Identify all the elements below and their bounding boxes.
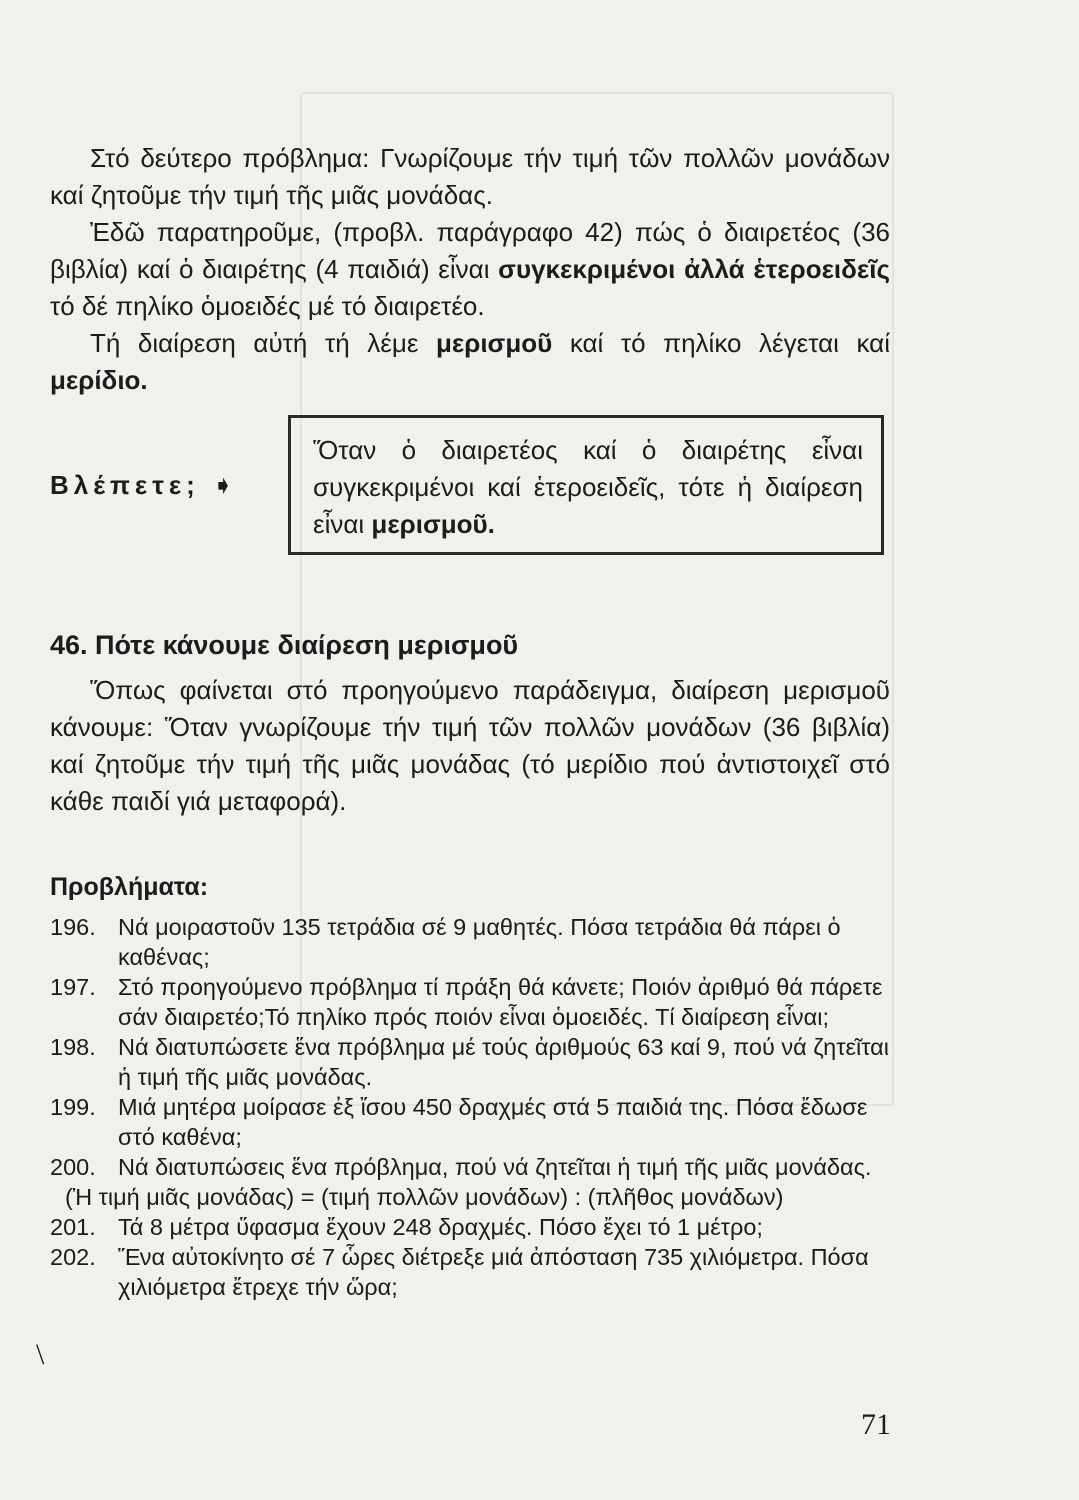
page-number: 71 (861, 1408, 891, 1441)
problem-item: 202. Ἕνα αὐτοκίνητο σέ 7 ὧρες διέτρεξε μιά ἀπόσταση 735 χιλιόμετρα. Πόσα χιλιόμετρα ἔτρεχε τήν ὥρα; (50, 1244, 869, 1300)
problems-list (50, 912, 900, 1302)
section-heading: 46. Πότε κάνουμε διαίρεση μερισμοῦ (50, 630, 519, 660)
problems-heading: Προβλήματα: (50, 873, 209, 901)
margin-mark: \ (36, 1338, 45, 1371)
intro-paragraph-1: Στό δεύτερο πρόβλημα: Γνωρίζουμε τήν τιμή τῶν πολλῶν μονάδων καί ζητοῦμε τήν τιμή τῆς μιᾶς μονάδας. (50, 143, 890, 210)
problem-item: 201. Τά 8 μέτρα ὕφασμα ἔχουν 248 δραχμές. Πόσο ἔχει τό 1 μέτρο; (50, 1214, 763, 1240)
arrow-icon: ➧ (212, 470, 239, 500)
intro-text (50, 140, 890, 399)
formula: (Ἡ τιμή μιᾶς μονάδας) = (τιμή πολλῶν μονάδων) : (πλῆθος μονάδων) (65, 1184, 784, 1210)
problem-item: 200. Νά διατυπώσεις ἕνα πρόβλημα, πού νά ζητεῖται ἡ τιμή τῆς μιᾶς μονάδας. (50, 1154, 872, 1180)
definition-box: Ὅταν ὁ διαιρετέος καί ὁ διαιρέτης εἶναι συγκεκριμένοι καί ἑτεροειδεῖς, τότε ἡ διαίρεση εἶναι μερισμοῦ. (288, 415, 884, 555)
intro-paragraph-2: Ἐδῶ παρατηροῦμε, (προβλ. παράγραφο 42) πώς ὁ διαιρετέος (36 βιβλία) καί ὁ διαιρέτης (4 παιδιά) εἶναι συγκεκριμένοι ἀλλά ἑτεροειδεῖς τό δέ πηλίκο ὁμοειδές μέ τό διαιρετέο. (50, 217, 890, 321)
problem-item: 197. Στό προηγούμενο πρόβλημα τί πράξη θά κάνετε; Ποιόν ἀριθμό θά πάρετε σάν διαιρετέο;Τό πηλίκο πρός ποιόν εἶναι ὁμοειδές. Τί διαίρεση εἶναι; (50, 974, 883, 1030)
see-label: Βλέπετε; ➧ (50, 470, 239, 500)
problem-item: 199. Μιά μητέρα μοίρασε ἐξ ἴσου 450 δραχμές στά 5 παιδιά της. Πόσα ἔδωσε στό καθένα; (50, 1094, 868, 1150)
problem-item: 198. Νά διατυπώσετε ἕνα πρόβλημα μέ τούς ἀριθμούς 63 καί 9, πού νά ζητεῖται ἡ τιμή τῆς μιᾶς μονάδας. (50, 1034, 889, 1090)
section-text: Ὅπως φαίνεται στό προηγούμενο παράδειγμα, διαίρεση μερισμοῦ κάνουμε: Ὅταν γνωρίζουμε τήν τιμή τῶν πολλῶν μονάδων (36 βιβλία) καί ζητοῦμε τήν τιμή τῆς μιᾶς μονάδας (τό μερίδιο πού ἀντιστοιχεῖ στό κάθε παιδί γιά μεταφορά). (50, 675, 890, 816)
intro-paragraph-3: Τή διαίρεση αὐτή τή λέμε μερισμοῦ καί τό πηλίκο λέγεται καί μερίδιο. (50, 328, 890, 395)
problem-item: 196. Νά μοιραστοῦν 135 τετράδια σέ 9 μαθητές. Πόσα τετράδια θά πάρει ὁ καθένας; (50, 914, 841, 970)
